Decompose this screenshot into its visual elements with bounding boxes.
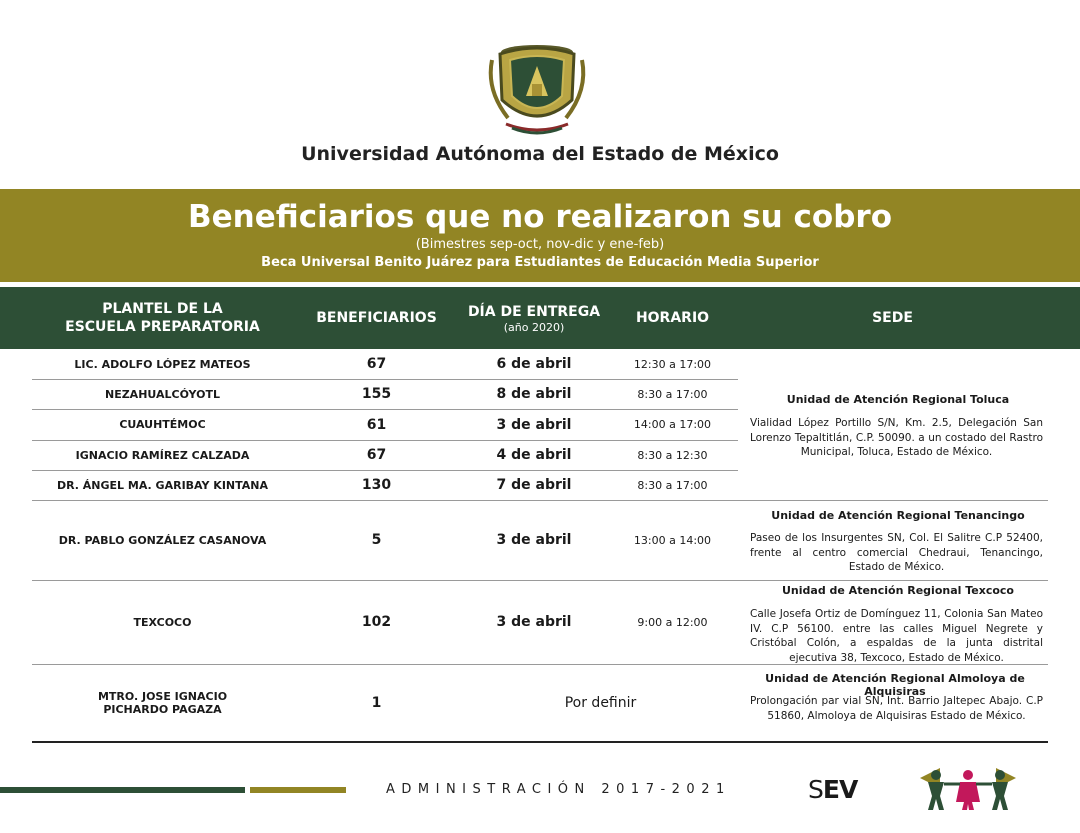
- table-row-1-beneficiarios: 67: [366, 356, 387, 372]
- table-row-4-beneficiarios: 67: [366, 447, 387, 463]
- footer-gold-bar: [250, 787, 346, 793]
- table-bottom-border: [32, 741, 1048, 743]
- table-row-1-horario: 12:30 a 17:00: [633, 357, 712, 371]
- table-row-8-beneficiarios: 1: [371, 694, 382, 711]
- sede-texcoco-address: Calle Josefa Ortiz de Domínguez 11, Colonia San Mateo IV. C.P 56100. entre las calles Miguel Negrete y Cristóbal Colón, a espaldas de la junta distrital ejecutiva 38, Texcoco, Estado de México.: [750, 608, 1043, 664]
- table-row-6-horario: 13:00 a 14:00: [633, 533, 712, 547]
- table-row-4-dia: 4 de abril: [496, 447, 572, 463]
- sede-texcoco-name: Unidad de Atención Regional Texcoco: [781, 584, 1014, 597]
- table-row-8-plantel-line1: MTRO. JOSE IGNACIO: [97, 689, 228, 703]
- table-row-5-horario: 8:30 a 17:00: [637, 478, 708, 492]
- sede-almoloya-address: Prolongación par vial SN, Int. Barrio Jaltepec Abajo. C.P 51860, Almoloya de Alquisiras Estado de México.: [750, 695, 1043, 722]
- header-plantel-line2: ESCUELA PREPARATORIA: [65, 319, 260, 335]
- footer-green-bar: [0, 787, 245, 793]
- table-row-8-plantel: [40, 664, 285, 741]
- program-name: Beca Universal Benito Juárez para Estudiantes de Educación Media Superior: [261, 255, 819, 270]
- header-horario: HORARIO: [635, 310, 710, 326]
- uaem-shield-logo: [482, 40, 592, 136]
- table-row-1-dia: 6 de abril: [496, 356, 572, 372]
- table-row-2-dia: 8 de abril: [496, 386, 572, 402]
- table-row-6-dia: 3 de abril: [496, 532, 572, 548]
- table-row-7-dia: 3 de abril: [496, 614, 572, 630]
- table-row-5-beneficiarios: 130: [361, 477, 392, 493]
- sede-almoloya-name: Unidad de Atención Regional Almoloya de Alquisiras: [765, 672, 1025, 698]
- sede-toluca-name: Unidad de Atención Regional Toluca: [786, 393, 1010, 406]
- sev-logo-ev: EV: [822, 775, 858, 804]
- table-row-5-plantel: DR. ÁNGEL MA. GARIBAY KINTANA: [56, 478, 269, 492]
- header-dia: [458, 287, 610, 349]
- table-row-7-plantel: TEXCOCO: [133, 615, 192, 629]
- table-row-7-horario: 9:00 a 12:00: [637, 615, 708, 629]
- table-row-7-beneficiarios: 102: [361, 614, 392, 630]
- header-plantel: [40, 287, 285, 349]
- table-row-4-horario: 8:30 a 12:30: [637, 448, 708, 462]
- table-header: [0, 287, 1080, 349]
- table-row-8-dia: Por definir: [564, 694, 637, 711]
- table-row-2-plantel: NEZAHUALCÓYOTL: [104, 387, 220, 401]
- table-row-1-plantel: LIC. ADOLFO LÓPEZ MATEOS: [74, 357, 251, 371]
- table-row-4-plantel: IGNACIO RAMÍREZ CALZADA: [75, 448, 250, 462]
- sev-logo-s: S: [808, 775, 823, 804]
- header-dia-sub: (año 2020): [503, 320, 565, 334]
- page-title: Beneficiarios que no realizaron su cobro: [188, 199, 892, 235]
- sev-logo: [808, 775, 857, 804]
- table-row-3-beneficiarios: 61: [366, 416, 387, 433]
- header-sede: SEDE: [872, 310, 913, 326]
- table-row-3-horario: 14:00 a 17:00: [633, 418, 712, 431]
- table-row-5-dia: 7 de abril: [496, 477, 572, 493]
- university-name: Universidad Autónoma del Estado de México: [301, 143, 779, 165]
- title-banner: [0, 189, 1080, 282]
- table-row-3-plantel: CUAUHTÉMOC: [119, 418, 206, 431]
- sede-tenancingo-address: Paseo de los Insurgentes SN, Col. El Salitre C.P 52400, frente al centro comercial Chedraui, Tenancingo, Estado de México.: [750, 532, 1043, 573]
- table-row-6-beneficiarios: 5: [371, 532, 382, 548]
- sede-tenancingo-name: Unidad de Atención Regional Tenancingo: [771, 509, 1025, 522]
- table-row-2-horario: 8:30 a 17:00: [637, 387, 708, 401]
- sede-toluca-address: Vialidad López Portillo S/N, Km. 2.5, Delegación San Lorenzo Tepaltitlán, C.P. 50090. a un costado del Rastro Municipal, Toluca, Estado de México.: [750, 417, 1043, 458]
- table-row-8-plantel-line2: PICHARDO PAGAZA: [103, 702, 222, 716]
- header-plantel-line1: PLANTEL DE LA: [102, 301, 223, 317]
- table-row-2-beneficiarios: 155: [361, 386, 392, 402]
- administration-label: ADMINISTRACIÓN 2017-2021: [386, 782, 731, 797]
- page-subtitle: (Bimestres sep-oct, nov-dic y ene-feb): [415, 237, 665, 252]
- header-beneficiarios: BENEFICIARIOS: [316, 310, 437, 326]
- table-row-3-dia: 3 de abril: [496, 416, 572, 433]
- table-row-6-plantel: DR. PABLO GONZÁLEZ CASANOVA: [58, 533, 267, 547]
- children-figures-logo: [918, 766, 1018, 812]
- header-dia-label: DÍA DE ENTREGA: [467, 303, 601, 320]
